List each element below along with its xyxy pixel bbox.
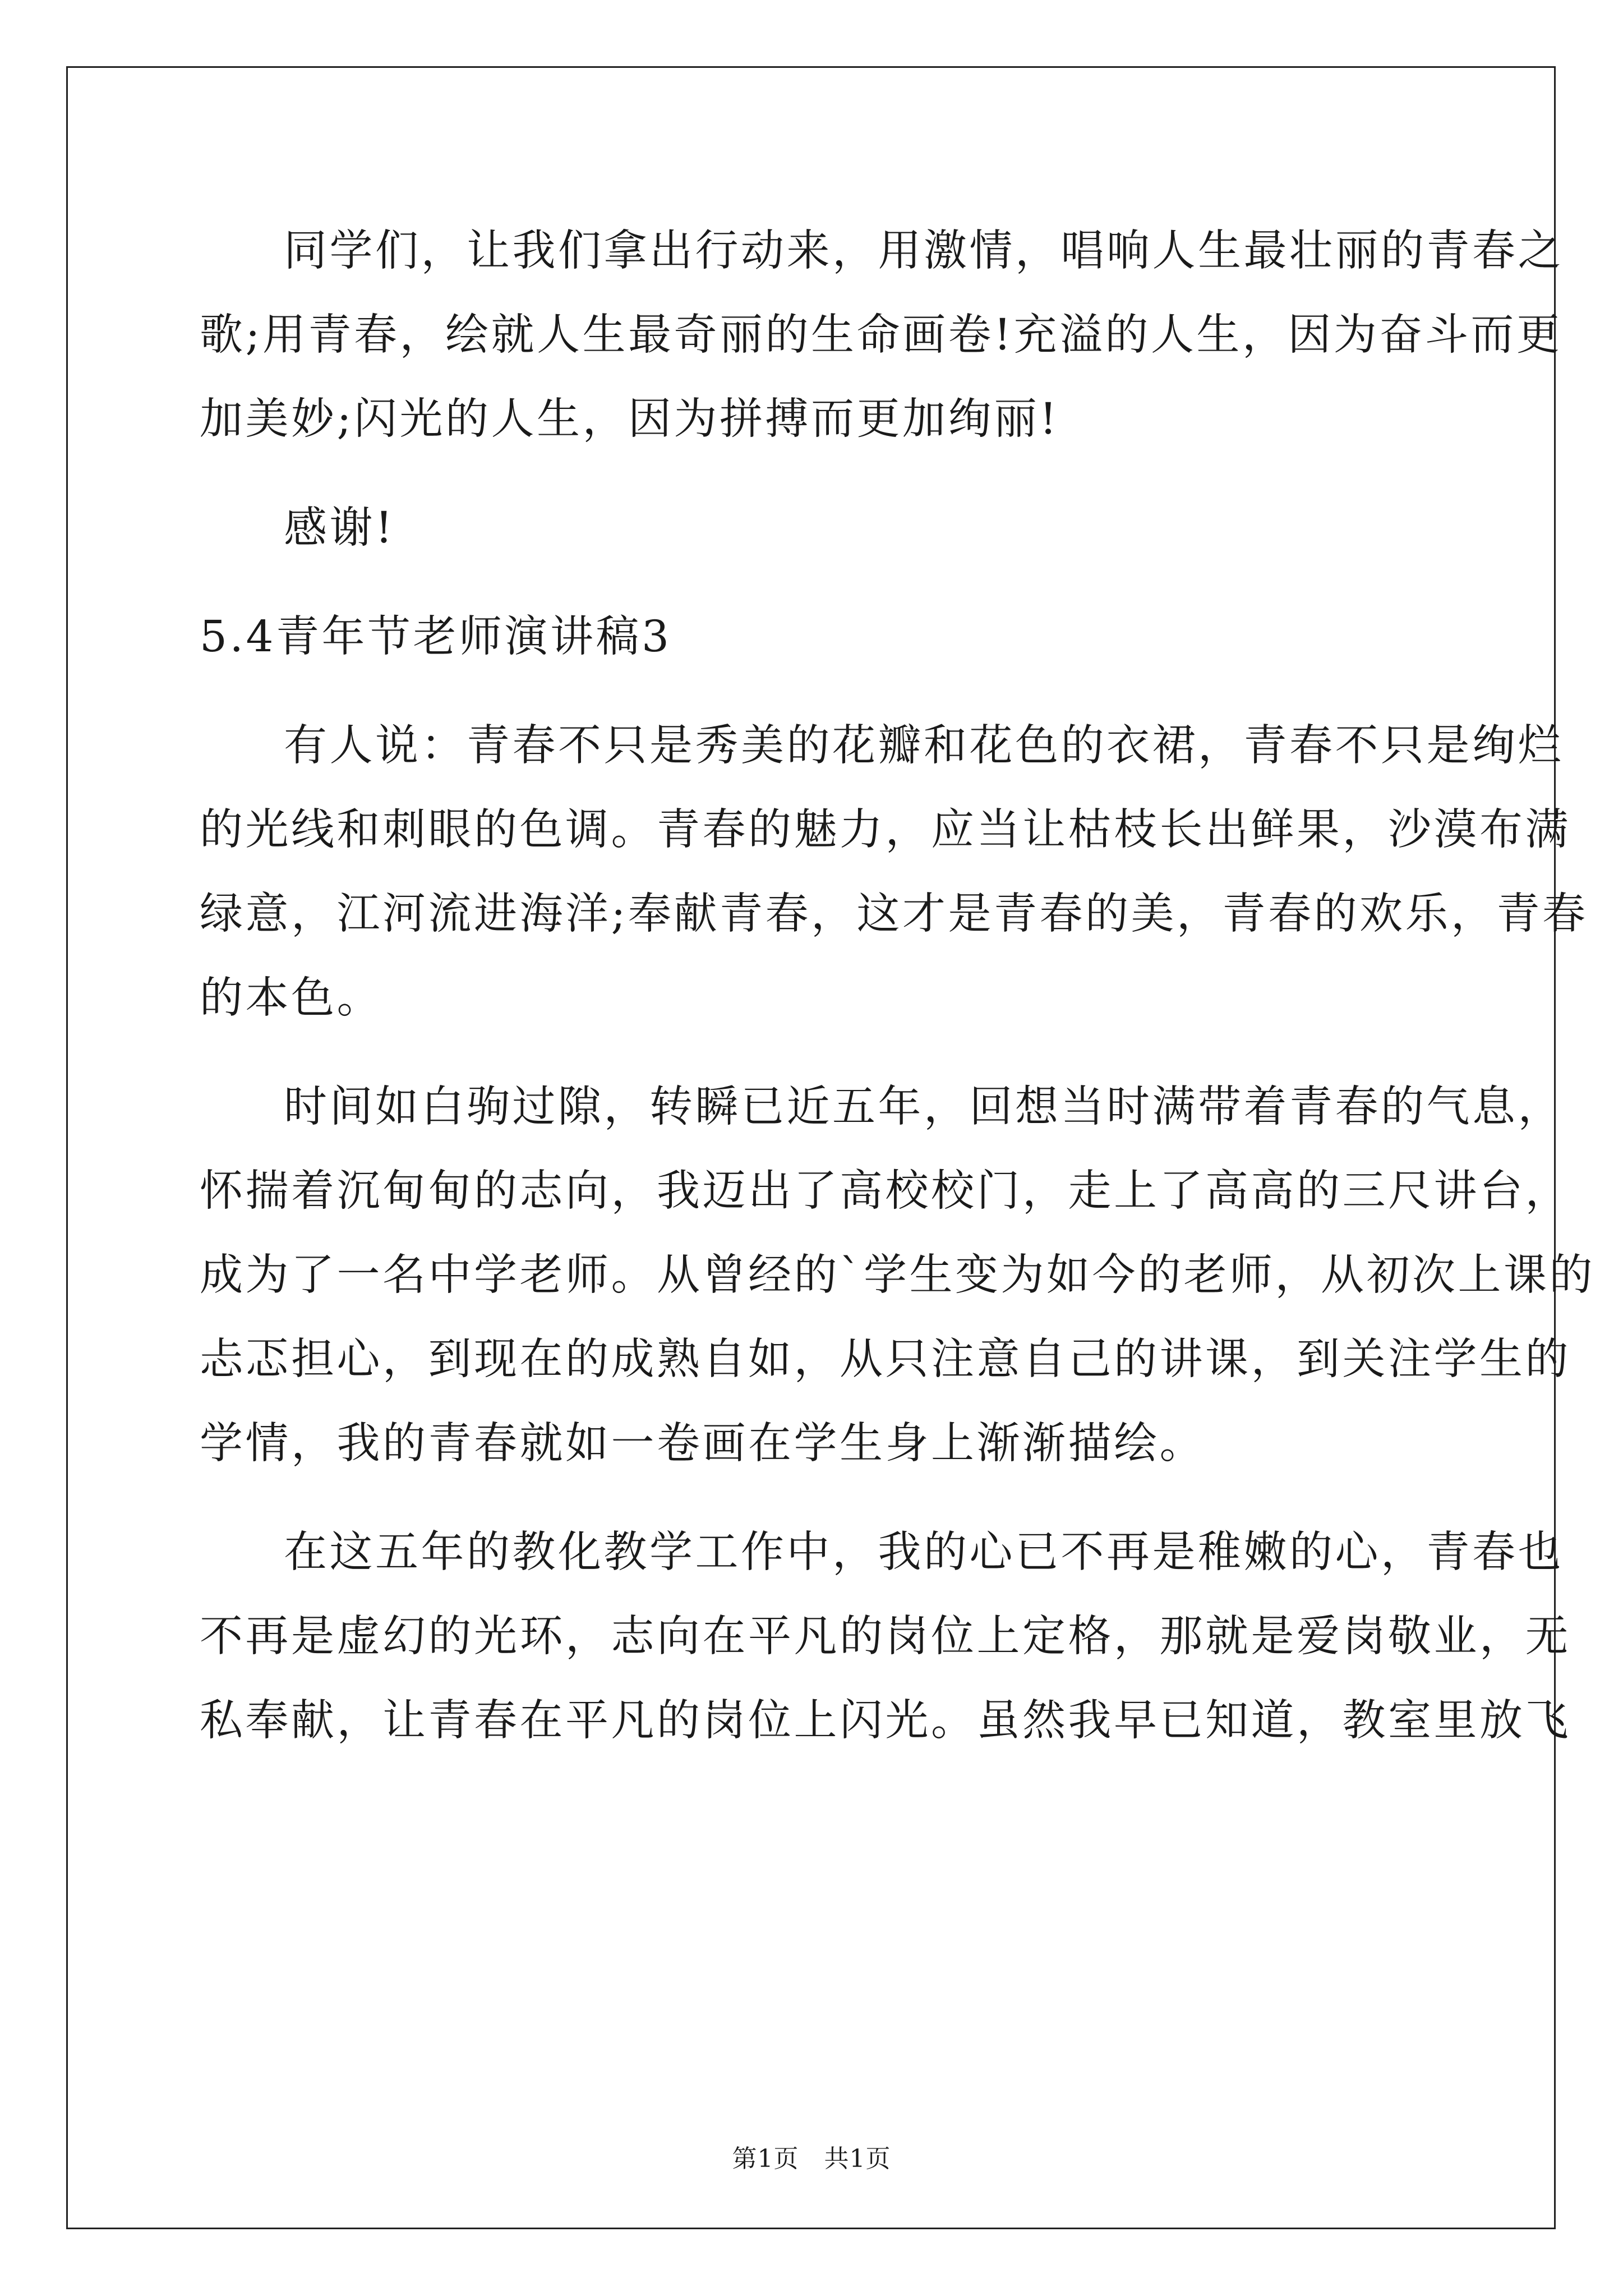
text-line: 怀揣着沉甸甸的志向，我迈出了高校校门，走上了高高的三尺讲台， xyxy=(200,1166,1571,1216)
text-line: 感谢! xyxy=(284,503,395,553)
document-body xyxy=(200,218,1595,1772)
text-line: 成为了一名中学老师。从曾经的`学生变为如今的老师，从初次上课的 xyxy=(200,1250,1595,1300)
text-line: 加美妙;闪光的人生，因为拼搏而更加绚丽! xyxy=(200,394,1059,444)
paragraph-1 xyxy=(200,218,1564,470)
text-line: 私奉献，让青春在平凡的岗位上闪光。虽然我早已知道，教室里放飞 xyxy=(200,1696,1571,1746)
text-line: 学情，我的青春就如一卷画在学生身上渐渐描绘。 xyxy=(200,1419,1205,1469)
text-line: 同学们，让我们拿出行动来，用激情，唱响人生最壮丽的青春之 xyxy=(284,226,1564,276)
text-line: 的本色。 xyxy=(200,973,382,1023)
paragraph-3 xyxy=(200,712,1588,1049)
text-line: 有人说：青春不只是秀美的花瓣和花色的衣裙，青春不只是绚烂 xyxy=(284,721,1564,771)
paragraph-5 xyxy=(200,1519,1571,1772)
text-line: 歌;用青春，绘就人生最奇丽的生命画卷!充溢的人生，因为奋斗而更 xyxy=(200,310,1562,360)
text-line: 忐忑担心，到现在的成熟自如，从只注意自己的讲课，到关注学生的 xyxy=(200,1335,1571,1384)
text-line: 绿意，江河流进海洋;奉献青春，这才是青春的美，青春的欢乐，青春 xyxy=(200,889,1588,939)
text-line: 的光线和刺眼的色调。青春的魅力，应当让枯枝长出鲜果，沙漠布满 xyxy=(200,805,1571,855)
section-heading xyxy=(200,604,1428,688)
paragraph-4 xyxy=(200,1074,1595,1494)
text-line: 不再是虚幻的光环，志向在平凡的岗位上定格，那就是爱岗敬业，无 xyxy=(200,1612,1571,1662)
paragraph-2 xyxy=(200,495,1428,579)
text-line: 时间如白驹过隙，转瞬已近五年，回想当时满带着青春的气息， xyxy=(284,1082,1564,1132)
text-line: 在这五年的教化教学工作中，我的心已不再是稚嫩的心，青春也 xyxy=(284,1527,1564,1577)
heading-line: 5.4青年节老师演讲稿3 xyxy=(200,612,672,662)
page-number-footer: 第1页 共1页 xyxy=(732,2145,891,2173)
